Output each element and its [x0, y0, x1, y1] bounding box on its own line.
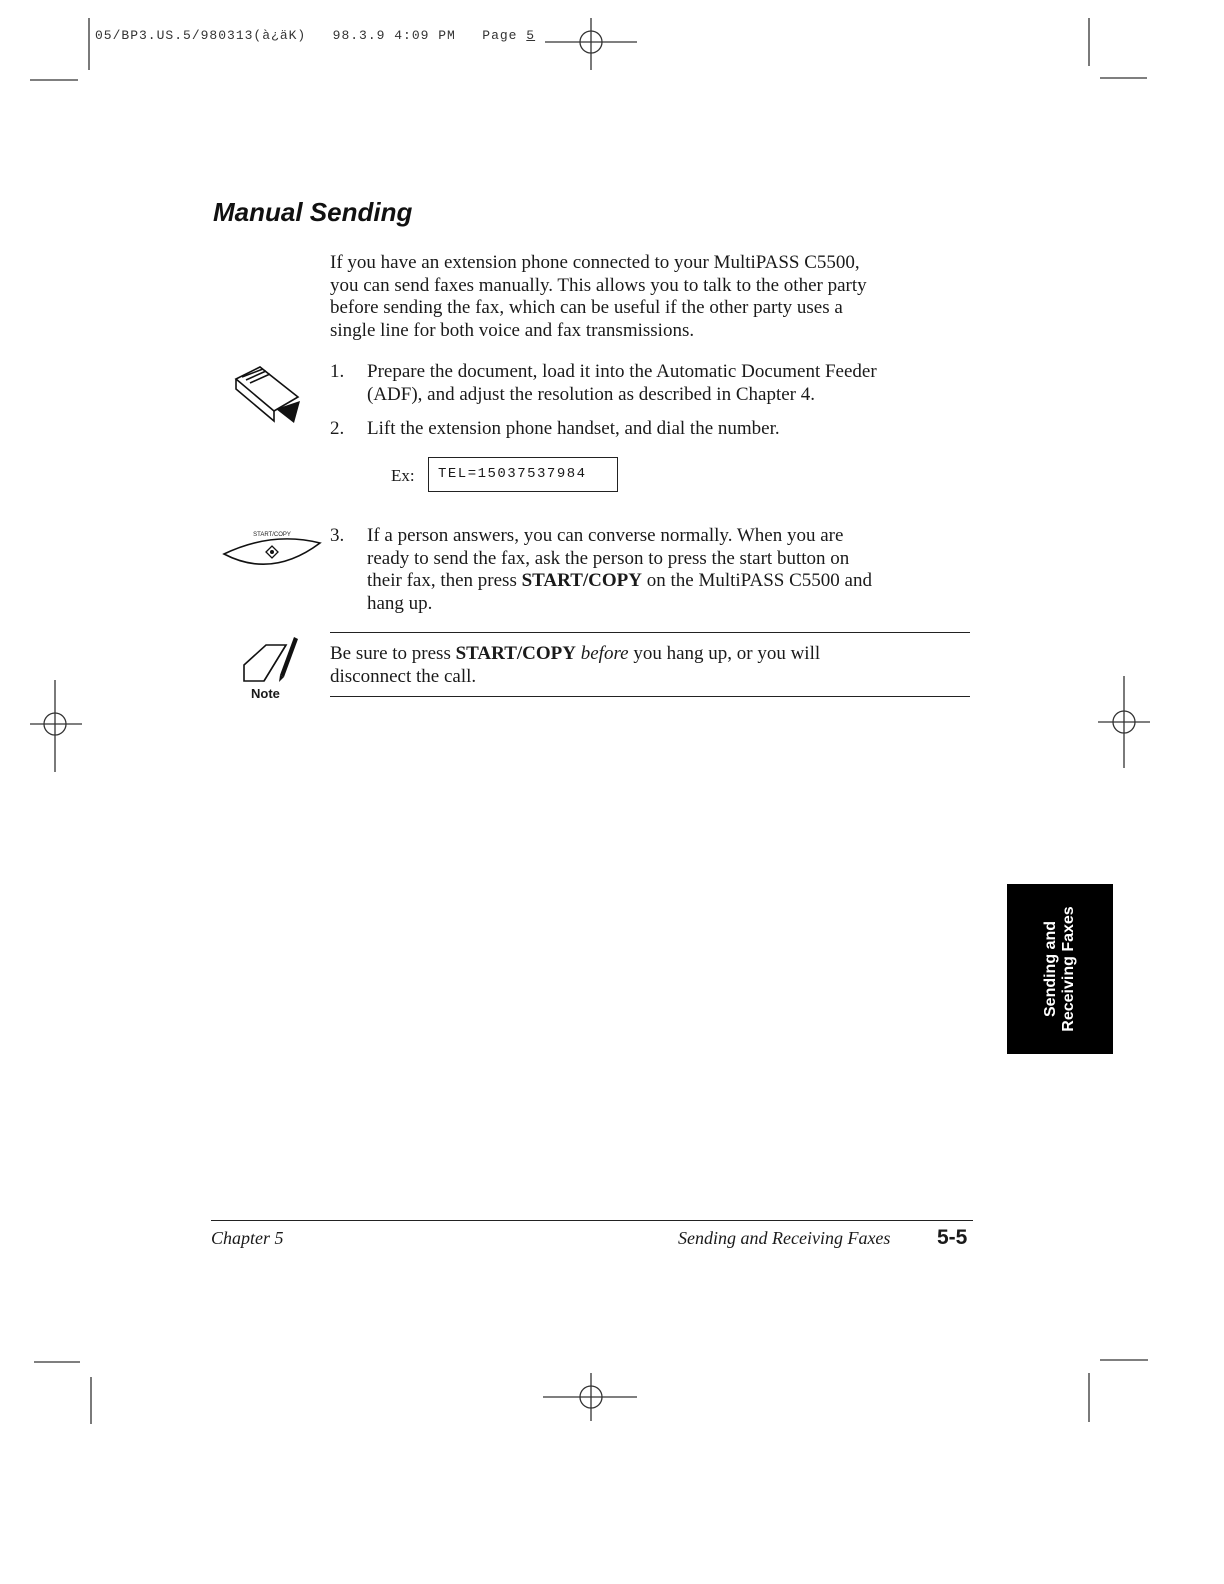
- example-label: Ex:: [391, 466, 415, 485]
- section-title: Manual Sending: [213, 197, 413, 227]
- step-line: hang up.: [367, 592, 433, 614]
- document-feed-icon: [232, 365, 304, 427]
- step-line: (ADF), and adjust the resolution as described in Chapter 4.: [367, 383, 815, 405]
- step-line: Prepare the document, load it into the Automatic Document Feeder: [367, 361, 877, 382]
- step-line: ready to send the fax, ask the person to press the start button on: [367, 547, 850, 569]
- note-line: disconnect the call.: [330, 665, 477, 687]
- print-page-label: Page: [482, 28, 518, 43]
- print-job-id: 05/BP3.US.5/980313(à¿äK): [95, 28, 307, 43]
- start-copy-key: START/COPY: [455, 643, 576, 664]
- step-number: 3.: [330, 525, 345, 546]
- start-copy-button-icon: [222, 527, 322, 573]
- intro-line: you can send faxes manually. This allows you to talk to the other party: [330, 274, 867, 296]
- step-text: [367, 361, 967, 406]
- step-number: 2.: [330, 418, 345, 439]
- step-number: 1.: [330, 361, 345, 382]
- intro-line: single line for both voice and fax transmissions.: [330, 319, 695, 341]
- footer-chapter: Chapter 5: [211, 1228, 284, 1248]
- intro-line: If you have an extension phone connected to your MultiPASS C5500,: [330, 252, 860, 273]
- note-top-rule: [330, 632, 970, 633]
- footer-page-number: 5-5: [937, 1226, 968, 1249]
- chapter-thumb-tab: [1007, 884, 1113, 1054]
- print-datetime: 98.3.9 4:09 PM: [332, 28, 456, 43]
- step-text: [367, 418, 967, 441]
- intro-paragraph: [330, 252, 960, 342]
- note-line: Be sure to press START/COPY before you hang up, or you will: [330, 643, 821, 664]
- print-header: [95, 28, 535, 43]
- step-line: their fax, then press START/COPY on the MultiPASS C5500 and: [367, 570, 872, 591]
- step-1: [330, 361, 970, 407]
- intro-line: before sending the fax, which can be useful if the other party uses a: [330, 297, 843, 318]
- print-page-number: 5: [526, 28, 536, 43]
- lcd-display: TEL=15037537984: [428, 457, 618, 492]
- emphasis: before: [580, 643, 629, 664]
- note-label: Note: [251, 686, 280, 701]
- step-line: If a person answers, you can converse normally. When you are: [367, 525, 844, 546]
- note-text: [330, 643, 960, 688]
- start-copy-icon-label: START/COPY: [253, 532, 291, 538]
- start-copy-key: START/COPY: [521, 570, 642, 591]
- thumb-tab-label: Sending and Receiving Faxes: [1042, 906, 1077, 1032]
- footer-rule: [211, 1220, 973, 1221]
- step-2: [330, 418, 970, 442]
- note-bottom-rule: [330, 696, 970, 697]
- note-pencil-icon: [242, 635, 300, 685]
- step-3: [330, 525, 970, 617]
- footer-section: Sending and Receiving Faxes: [678, 1228, 891, 1248]
- step-text: [367, 525, 967, 615]
- step-line: Lift the extension phone handset, and dial the number.: [367, 418, 780, 439]
